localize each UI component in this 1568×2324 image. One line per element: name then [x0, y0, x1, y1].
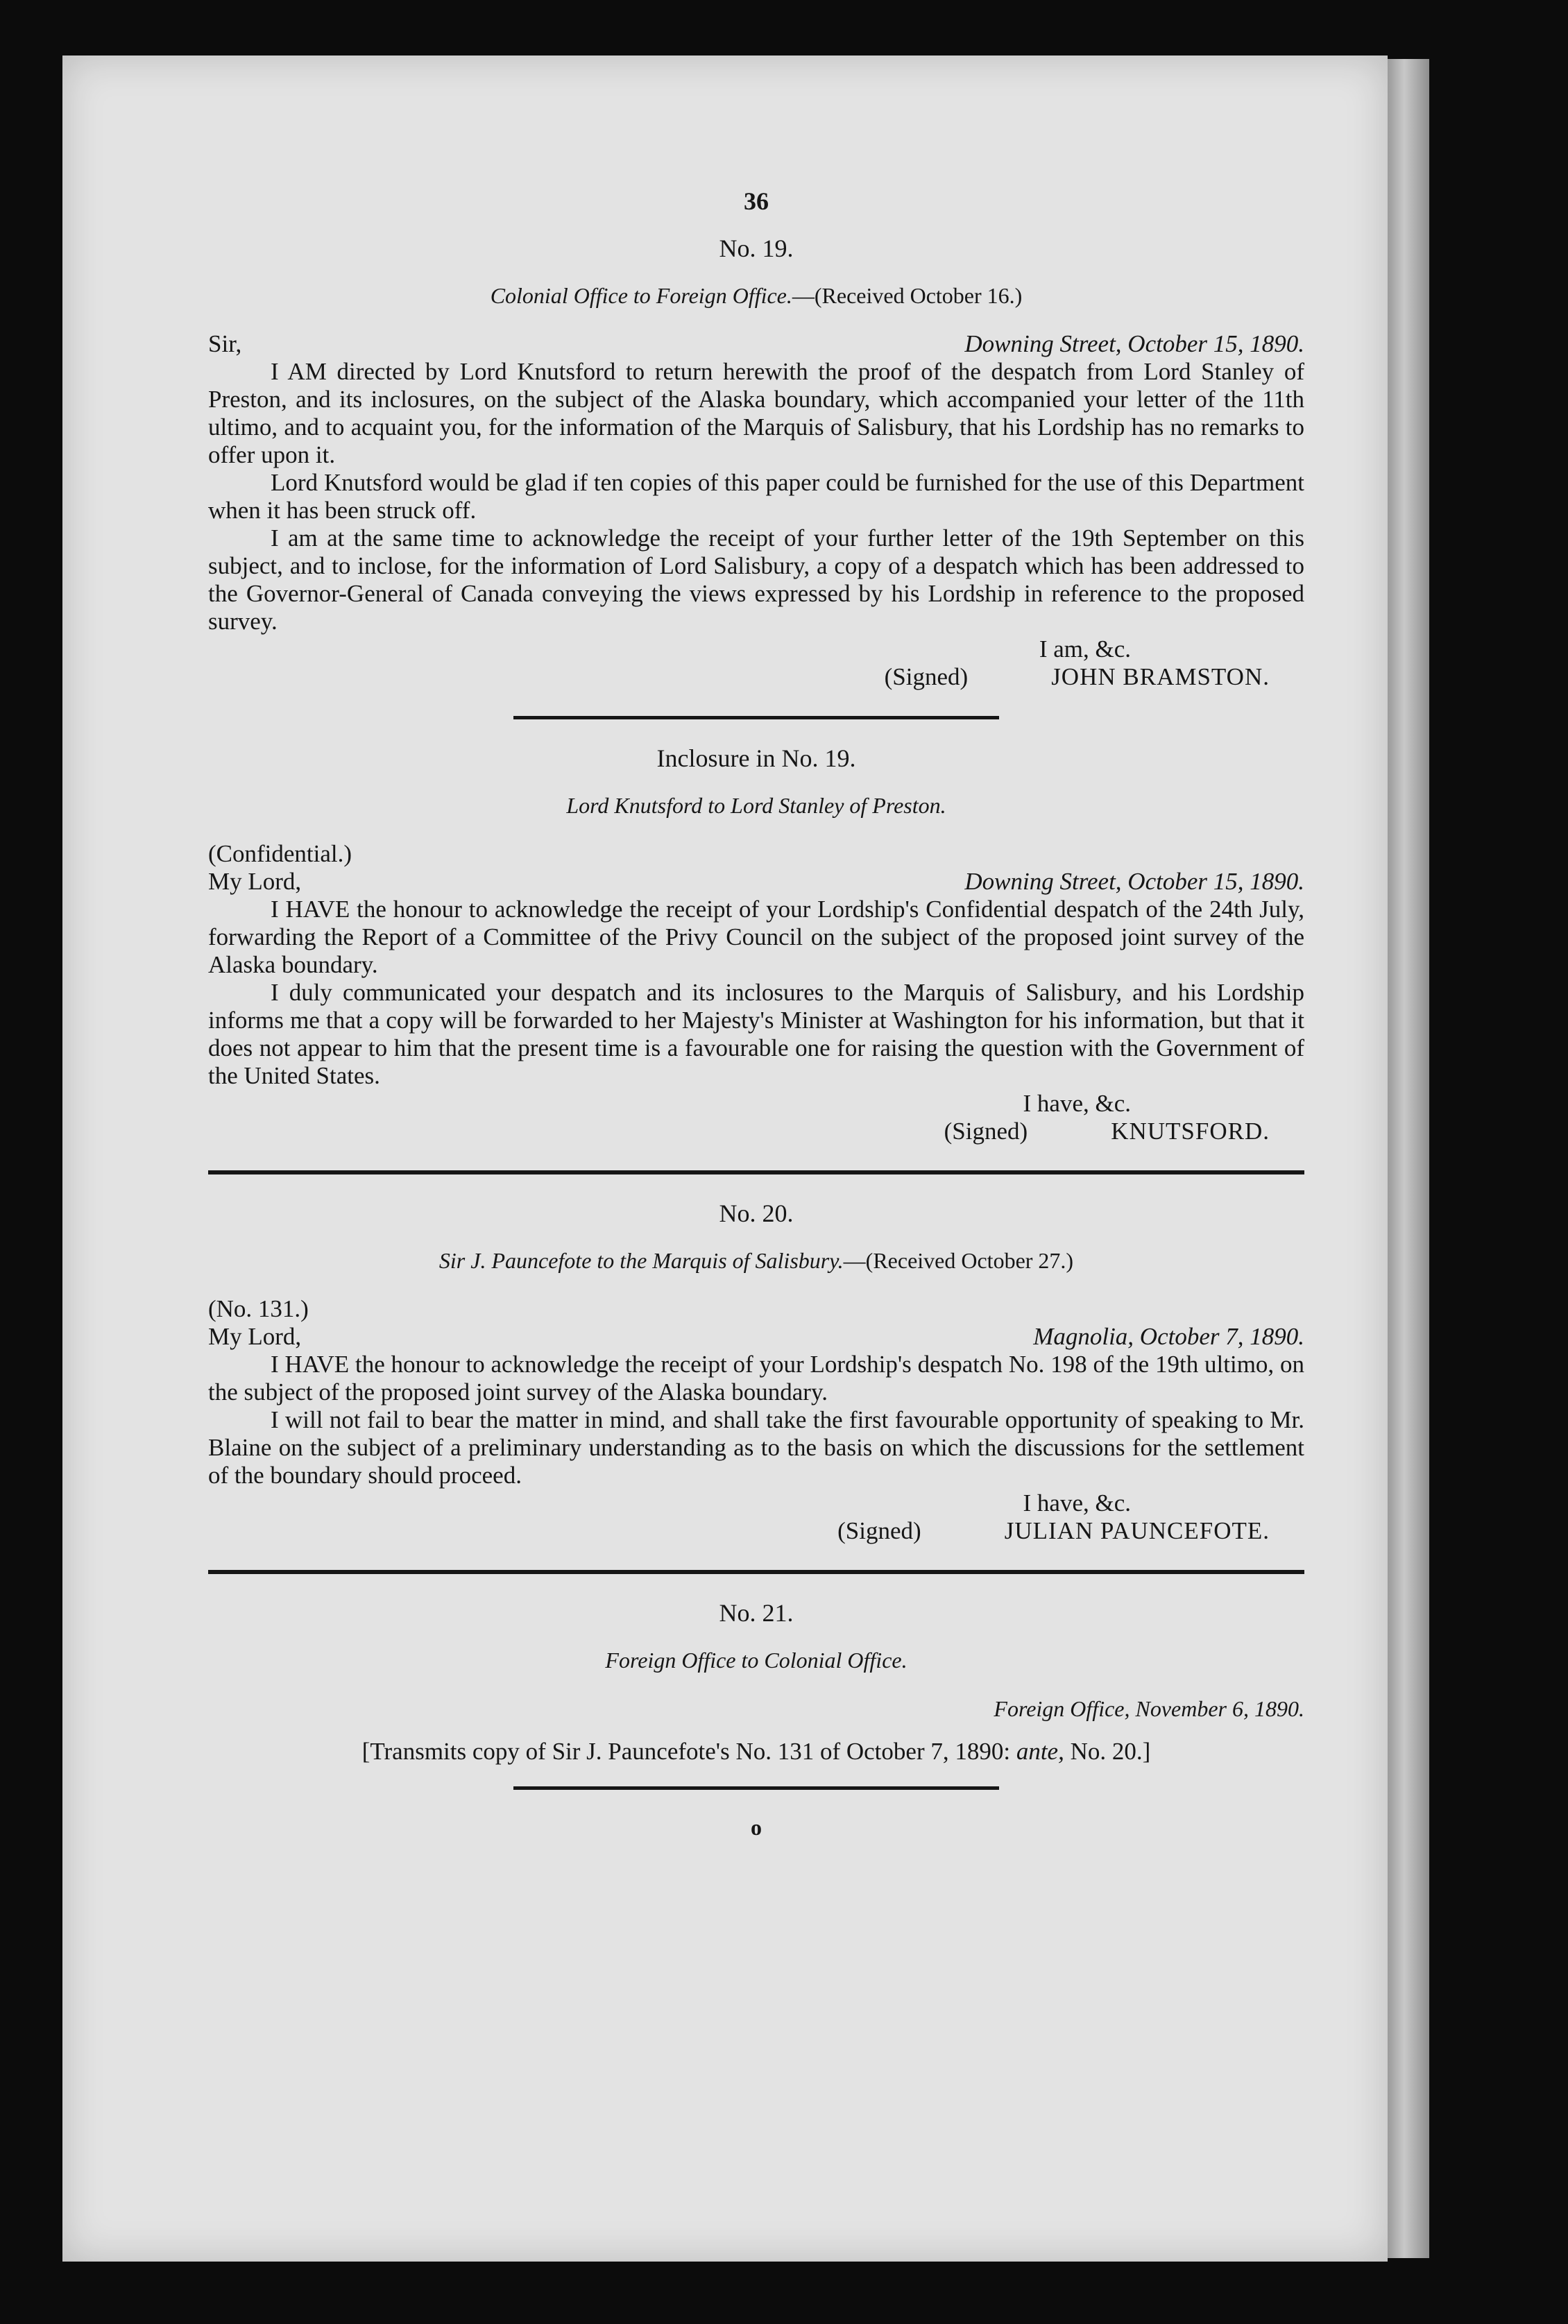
separator-rule [513, 1786, 999, 1790]
note-text-end: No. 20.] [1064, 1738, 1151, 1765]
note-italic: ante, [1016, 1738, 1064, 1765]
paragraph: I am at the same time to acknowledge the receipt of your further letter of the 19th September on this subject, and to inclose, for the information of Lord Salisbury, a copy of a despatch which has been addressed to the Governor-General of Canada conveying the views expressed by his Lordship in reference to the proposed survey. [208, 524, 1304, 635]
reference: (Confidential.) [208, 840, 352, 867]
transmittal-note [208, 1738, 1304, 1766]
closing: I have, &c. [1023, 1090, 1131, 1117]
paragraph: I AM directed by Lord Knutsford to return herewith the proof of the despatch from Lord Stanley of Preston, and its inclosures, on the subject of the Alaska boundary, which accompanied your letter of the 11th ultimo, and to acquaint you, for the information of the Marquis of Salisbury, that his Lordship has no remarks to offer upon it. [208, 358, 1304, 468]
note-text: [Transmits copy of Sir J. Pauncefote's No. 131 of October 7, 1890: [361, 1738, 1016, 1765]
heading-title: Sir J. Pauncefote to the Marquis of Salisbury. [438, 1248, 844, 1273]
section-no-19 [208, 234, 1304, 691]
signature-line [208, 663, 1304, 691]
paragraph: I will not fail to bear the matter in mind, and shall take the first favourable opportunity of speaking to Mr. Blaine on the subject of a preliminary understanding as to the basis on which the discussions for the settlement of the boundary should proceed. [208, 1406, 1304, 1489]
signature: KNUTSFORD. [1111, 1118, 1270, 1145]
place-date: Downing Street, October 15, 1890. [964, 868, 1304, 895]
separator-rule [208, 1170, 1304, 1174]
document-heading [208, 1247, 1304, 1274]
document-heading: Lord Knutsford to Lord Stanley of Preston. [566, 793, 946, 818]
salutation: Sir, [208, 330, 242, 357]
salutation: My Lord, [208, 868, 302, 895]
place-date: Foreign Office, November 6, 1890. [994, 1696, 1304, 1721]
document-heading [208, 282, 1304, 309]
document-number: No. 19. [719, 234, 794, 262]
signature-line [208, 1118, 1304, 1145]
reference: (No. 131.) [208, 1295, 309, 1322]
closing: I am, &c. [1039, 635, 1131, 663]
signature: JOHN BRAMSTON. [1051, 663, 1270, 690]
section-no-20 [208, 1199, 1304, 1545]
paragraph: I duly communicated your despatch and its inclosures to the Marquis of Salisbury, and his Lordship informs me that a copy will be forwarded to her Majesty's Minister at Washington for his information, but that it does not appear to him that the present time is a favourable one for raising the question with the Government of the United States. [208, 979, 1304, 1089]
signature: JULIAN PAUNCEFOTE. [1004, 1517, 1270, 1544]
document-number: No. 21. [719, 1599, 794, 1627]
signed-label: (Signed) [944, 1118, 1028, 1145]
place-date: Magnolia, October 7, 1890. [1033, 1323, 1304, 1350]
paragraph: I HAVE the honour to acknowledge the receipt of your Lordship's despatch No. 198 of the 19th ultimo, on the subject of the proposed joint survey of the Alaska boundary. [208, 1351, 1304, 1405]
document-number: No. 20. [719, 1199, 794, 1227]
closing: I have, &c. [1023, 1489, 1131, 1516]
signed-label: (Signed) [884, 663, 969, 690]
separator-rule [208, 1570, 1304, 1574]
inclosure-title: Inclosure in No. 19. [656, 744, 856, 772]
page-number: 36 [744, 187, 769, 215]
document-heading: Foreign Office to Colonial Office. [605, 1648, 907, 1673]
heading-title: Colonial Office to Foreign Office. [490, 283, 792, 308]
end-mark: o [751, 1815, 762, 1840]
signed-label: (Signed) [837, 1517, 921, 1544]
paragraph: Lord Knutsford would be glad if ten copies of this paper could be furnished for the use of this Department when it has been struck off. [208, 469, 1304, 524]
place-date: Downing Street, October 15, 1890. [964, 330, 1304, 357]
salutation-line [208, 330, 1304, 358]
separator-rule [513, 716, 999, 719]
signature-line [208, 1517, 1304, 1545]
salutation-line [208, 868, 1304, 896]
paragraph: I HAVE the honour to acknowledge the receipt of your Lordship's Confidential despatch of the 24th July, forwarding the Report of a Committee of the Privy Council on the subject of the proposed joint survey of the Alaska boundary. [208, 896, 1304, 978]
heading-received: —(Received October 16.) [792, 283, 1023, 308]
document-content [208, 187, 1304, 1841]
section-inclosure-19 [208, 744, 1304, 1145]
salutation: My Lord, [208, 1323, 302, 1350]
section-no-21 [208, 1599, 1304, 1766]
page-edge [1388, 59, 1429, 2258]
salutation-line [208, 1323, 1304, 1351]
heading-received: —(Received October 27.) [843, 1248, 1074, 1273]
